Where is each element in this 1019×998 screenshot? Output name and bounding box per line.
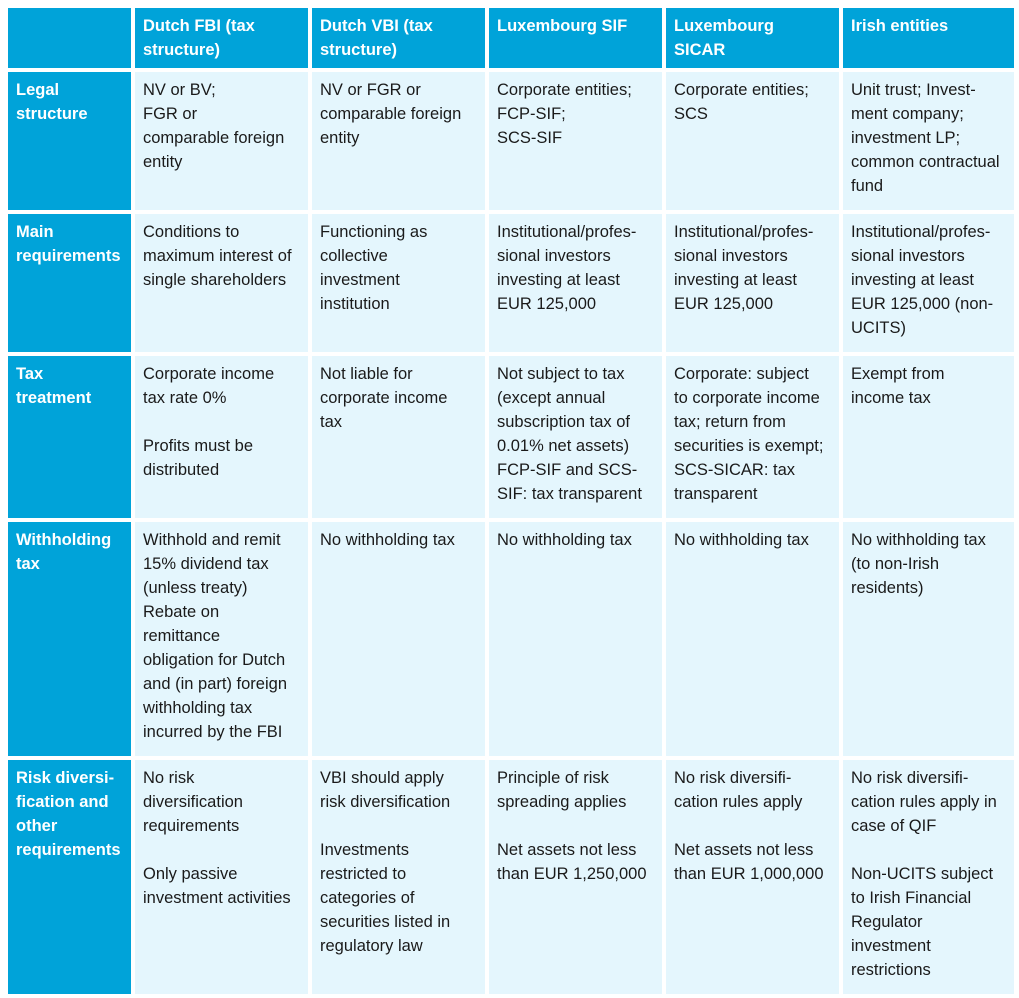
cell-paragraph	[674, 362, 833, 506]
cell-text-line: (unless treaty)	[143, 579, 248, 597]
cell-text-line: institution	[320, 295, 390, 313]
cell-text-line: Only passive	[143, 865, 238, 883]
cell-paragraph	[497, 528, 656, 552]
cell-text-line: No withholding tax	[497, 531, 632, 549]
cell-text-line: Principle of risk	[497, 769, 609, 787]
cell-text-line: 15% dividend tax	[143, 555, 269, 573]
cell-text-line: income tax	[851, 389, 931, 407]
cell-paragraph	[497, 78, 656, 150]
column-header-text: structure)	[143, 41, 221, 59]
cell-paragraph	[320, 362, 479, 434]
cell-text-line: investment	[851, 937, 931, 955]
cell-text-line: residents)	[851, 579, 924, 597]
table-cell-dutch-vbi	[312, 522, 485, 756]
cell-paragraph	[497, 362, 656, 506]
cell-text-line: Institutional/profes-	[674, 223, 814, 241]
cell-text-line: tax; return from	[674, 413, 786, 431]
cell-text-line: withholding tax	[143, 699, 253, 717]
cell-paragraph	[143, 766, 302, 838]
table-cell-dutch-vbi	[312, 760, 485, 994]
table-row	[8, 72, 1014, 210]
cell-paragraph	[674, 838, 833, 886]
table-cell-dutch-fbi	[135, 72, 308, 210]
cell-text-line: securities is exempt;	[674, 437, 824, 455]
cell-text-line: maximum interest of	[143, 247, 292, 265]
table-cell-luxembourg-sif	[489, 522, 662, 756]
table-row	[8, 760, 1014, 994]
cell-text-line: No withholding tax	[674, 531, 809, 549]
row-header-text: fication and	[16, 793, 109, 811]
cell-text-line: investing at least	[497, 271, 620, 289]
column-header-text: Dutch VBI (tax	[320, 17, 433, 35]
cell-paragraph	[143, 362, 302, 410]
cell-paragraph	[320, 78, 479, 150]
row-header	[8, 760, 131, 994]
cell-text-line: collective	[320, 247, 388, 265]
cell-text-line: sional investors	[497, 247, 611, 265]
table-cell-dutch-fbi	[135, 356, 308, 518]
table-cell-luxembourg-sicar	[666, 356, 839, 518]
table-cell-luxembourg-sicar	[666, 72, 839, 210]
row-header-text: Risk diversi-	[16, 769, 115, 787]
cell-text-line: entity	[320, 129, 360, 147]
cell-text-line: FGR or	[143, 105, 198, 123]
cell-paragraph	[143, 220, 302, 292]
cell-paragraph	[143, 862, 302, 910]
cell-text-line: investing at least	[674, 271, 797, 289]
table-cell-luxembourg-sicar	[666, 522, 839, 756]
cell-text-line: (except annual	[497, 389, 606, 407]
column-header-luxembourg-sif	[489, 8, 662, 68]
cell-text-line: remittance	[143, 627, 221, 645]
cell-paragraph	[851, 766, 1008, 838]
row-header	[8, 522, 131, 756]
table-cell-irish-entities	[843, 72, 1014, 210]
cell-paragraph	[674, 766, 833, 814]
table-cell-dutch-vbi	[312, 356, 485, 518]
table-row	[8, 356, 1014, 518]
table-row	[8, 522, 1014, 756]
table-cell-dutch-vbi	[312, 72, 485, 210]
cell-text-line: subscription tax of	[497, 413, 630, 431]
cell-text-line: FCP-SIF;	[497, 105, 566, 123]
table-cell-dutch-fbi	[135, 522, 308, 756]
cell-text-line: No withholding tax	[851, 531, 986, 549]
column-header-luxembourg-sicar	[666, 8, 839, 68]
cell-text-line: 0.01% net assets)	[497, 437, 630, 455]
cell-text-line: NV or FGR or	[320, 81, 421, 99]
cell-text-line: SCS-SIF	[497, 129, 563, 147]
cell-paragraph	[143, 78, 302, 174]
cell-text-line: sional investors	[851, 247, 965, 265]
cell-text-line: and (in part) foreign	[143, 675, 287, 693]
cell-text-line: to Irish Financial	[851, 889, 972, 907]
cell-text-line: Not liable for	[320, 365, 413, 383]
cell-text-line: to corporate income	[674, 389, 820, 407]
cell-text-line: Corporate: subject	[674, 365, 809, 383]
cell-paragraph	[497, 838, 656, 886]
cell-text-line: requirements	[143, 817, 240, 835]
cell-text-line: investment	[320, 271, 400, 289]
cell-paragraph	[143, 528, 302, 744]
cell-paragraph	[674, 220, 833, 316]
column-header-text: Dutch FBI (tax	[143, 17, 255, 35]
table-cell-irish-entities	[843, 214, 1014, 352]
cell-text-line: spreading applies	[497, 793, 627, 811]
comparison-table-wrapper	[4, 4, 1018, 998]
cell-paragraph	[320, 220, 479, 316]
table-cell-luxembourg-sif	[489, 760, 662, 994]
cell-text-line: investment LP;	[851, 129, 961, 147]
column-header-text: Luxembourg	[674, 17, 774, 35]
cell-text-line: comparable foreign	[320, 105, 462, 123]
cell-text-line: UCITS)	[851, 319, 906, 337]
cell-text-line: obligation for Dutch	[143, 651, 286, 669]
cell-paragraph	[851, 528, 1008, 600]
cell-text-line: single shareholders	[143, 271, 287, 289]
row-header	[8, 214, 131, 352]
cell-text-line: risk diversification	[320, 793, 451, 811]
cell-text-line: distributed	[143, 461, 220, 479]
table-cell-irish-entities	[843, 356, 1014, 518]
cell-text-line: No risk diversifi-	[851, 769, 969, 787]
cell-paragraph	[674, 78, 833, 126]
cell-text-line: Net assets not less	[674, 841, 814, 859]
cell-text-line: EUR 125,000 (non-	[851, 295, 994, 313]
cell-text-line: EUR 125,000	[497, 295, 597, 313]
cell-text-line: Institutional/profes-	[851, 223, 991, 241]
cell-text-line: Profits must be	[143, 437, 254, 455]
cell-text-line: Corporate entities;	[674, 81, 809, 99]
cell-paragraph	[320, 766, 479, 814]
row-header-text: other	[16, 817, 58, 835]
corner-cell	[8, 8, 131, 68]
cell-text-line: No withholding tax	[320, 531, 455, 549]
cell-text-line: tax	[320, 413, 343, 431]
table-cell-dutch-vbi	[312, 214, 485, 352]
cell-paragraph	[497, 766, 656, 814]
cell-text-line: comparable foreign	[143, 129, 285, 147]
row-header-text: requirements	[16, 247, 121, 265]
table-cell-luxembourg-sif	[489, 72, 662, 210]
cell-text-line: tax rate 0%	[143, 389, 227, 407]
column-header-irish-entities	[843, 8, 1014, 68]
table-cell-irish-entities	[843, 760, 1014, 994]
table-cell-irish-entities	[843, 522, 1014, 756]
cell-text-line: Corporate income	[143, 365, 275, 383]
cell-text-line: Rebate on	[143, 603, 220, 621]
table-cell-luxembourg-sicar	[666, 760, 839, 994]
cell-text-line: corporate income	[320, 389, 448, 407]
row-header-text: tax	[16, 555, 40, 573]
table-cell-luxembourg-sif	[489, 214, 662, 352]
cell-text-line: NV or BV;	[143, 81, 216, 99]
cell-text-line: SIF: tax transparent	[497, 485, 642, 503]
cell-text-line: Institutional/profes-	[497, 223, 637, 241]
column-header-dutch-fbi	[135, 8, 308, 68]
fund-structure-comparison-table	[4, 4, 1018, 998]
cell-text-line: diversification	[143, 793, 243, 811]
cell-text-line: FCP-SIF and SCS-	[497, 461, 638, 479]
cell-text-line: VBI should apply	[320, 769, 444, 787]
cell-text-line: categories of	[320, 889, 415, 907]
cell-text-line: entity	[143, 153, 183, 171]
column-header-text: SICAR	[674, 41, 726, 59]
cell-text-line: Not subject to tax	[497, 365, 625, 383]
cell-text-line: fund	[851, 177, 884, 195]
cell-text-line: restrictions	[851, 961, 931, 979]
row-header-text: structure	[16, 105, 88, 123]
cell-text-line: than EUR 1,000,000	[674, 865, 824, 883]
row-header-text: Tax	[16, 365, 44, 383]
cell-text-line: investment activities	[143, 889, 291, 907]
cell-text-line: securities listed in	[320, 913, 451, 931]
cell-text-line: regulatory law	[320, 937, 423, 955]
row-header	[8, 356, 131, 518]
cell-paragraph	[851, 220, 1008, 340]
column-header-dutch-vbi	[312, 8, 485, 68]
cell-text-line: cation rules apply in	[851, 793, 997, 811]
row-header-text: Main	[16, 223, 54, 241]
cell-text-line: SCS-SICAR: tax	[674, 461, 796, 479]
row-header-text: Legal	[16, 81, 60, 99]
row-header	[8, 72, 131, 210]
cell-text-line: common contractual	[851, 153, 1000, 171]
cell-paragraph	[143, 434, 302, 482]
cell-text-line: ment company;	[851, 105, 964, 123]
cell-text-line: than EUR 1,250,000	[497, 865, 647, 883]
cell-text-line: SCS	[674, 105, 708, 123]
cell-text-line: incurred by the FBI	[143, 723, 283, 741]
cell-paragraph	[497, 220, 656, 316]
cell-text-line: (to non-Irish	[851, 555, 940, 573]
cell-paragraph	[851, 862, 1008, 982]
cell-paragraph	[674, 528, 833, 552]
cell-text-line: restricted to	[320, 865, 407, 883]
table-cell-dutch-fbi	[135, 760, 308, 994]
cell-text-line: transparent	[674, 485, 758, 503]
cell-text-line: Net assets not less	[497, 841, 637, 859]
cell-paragraph	[851, 362, 1008, 410]
column-header-text: structure)	[320, 41, 398, 59]
cell-text-line: Investments	[320, 841, 409, 859]
cell-text-line: investing at least	[851, 271, 974, 289]
cell-text-line: Withhold and remit	[143, 531, 281, 549]
table-cell-luxembourg-sicar	[666, 214, 839, 352]
cell-paragraph	[320, 528, 479, 552]
table-cell-luxembourg-sif	[489, 356, 662, 518]
column-header-text: Irish entities	[851, 17, 949, 35]
cell-paragraph	[320, 838, 479, 958]
table-row	[8, 214, 1014, 352]
cell-text-line: cation rules apply	[674, 793, 803, 811]
cell-paragraph	[851, 78, 1008, 198]
cell-text-line: Conditions to	[143, 223, 240, 241]
cell-text-line: No risk diversifi-	[674, 769, 792, 787]
cell-text-line: sional investors	[674, 247, 788, 265]
column-header-text: Luxembourg SIF	[497, 17, 628, 35]
cell-text-line: Corporate entities;	[497, 81, 632, 99]
row-header-text: treatment	[16, 389, 92, 407]
row-header-text: requirements	[16, 841, 121, 859]
cell-text-line: case of QIF	[851, 817, 937, 835]
row-header-text: Withholding	[16, 531, 112, 549]
cell-text-line: Non-UCITS subject	[851, 865, 994, 883]
table-cell-dutch-fbi	[135, 214, 308, 352]
cell-text-line: No risk	[143, 769, 195, 787]
cell-text-line: Exempt from	[851, 365, 945, 383]
cell-text-line: EUR 125,000	[674, 295, 774, 313]
cell-text-line: Regulator	[851, 913, 923, 931]
cell-text-line: Functioning as	[320, 223, 428, 241]
cell-text-line: Unit trust; Invest-	[851, 81, 976, 99]
header-row	[8, 8, 1014, 68]
